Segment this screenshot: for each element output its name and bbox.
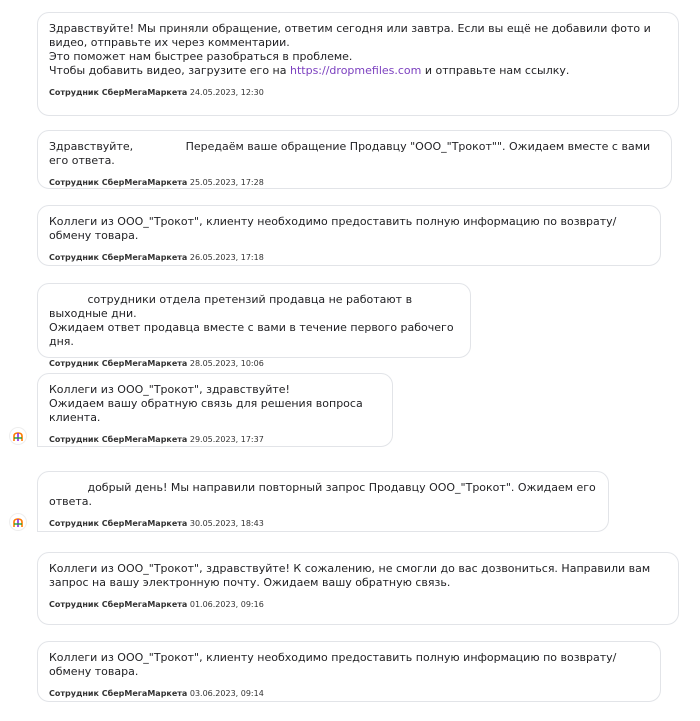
message-text: Здравствуйте, Передаём ваше обращение Продавцу "ООО_"Трокот"". Ожидаем вместе с вами его ответа. — [49, 140, 654, 167]
message-bubble — [37, 471, 609, 532]
message-text: сотрудники отдела претензий продавца не работают в выходные дни. Ожидаем ответ продавца вместе с вами в течение первого рабочего дня. — [49, 293, 454, 348]
message-meta — [49, 689, 650, 698]
author: Сотрудник СберМегаМаркета — [49, 88, 188, 97]
message-text-part: Здравствуйте! Мы приняли обращение, ответим сегодня или завтра. Если вы ещё не добавили фото и видео, отправьте их через комментарии. Это поможет нам быстрее разобраться в проблеме. Чтобы добавить видео, загрузите его на — [49, 22, 651, 77]
timestamp: 29.05.2023, 17:37 — [189, 435, 264, 444]
message-bubble — [37, 552, 679, 625]
timestamp: 28.05.2023, 10:06 — [189, 359, 264, 368]
sbermegamarket-avatar-icon — [9, 513, 27, 531]
author: Сотрудник СберМегаМаркета — [49, 519, 188, 528]
message-bubble — [37, 130, 672, 189]
timestamp: 30.05.2023, 18:43 — [189, 519, 264, 528]
message-meta — [49, 253, 650, 262]
timestamp: 01.06.2023, 09:16 — [189, 600, 264, 609]
message-bubble — [37, 283, 471, 368]
message-meta — [49, 178, 661, 187]
message-text: добрый день! Мы направили повторный запрос Продавцу ООО_"Трокот". Ожидаем его ответа. — [49, 481, 600, 508]
message-text: Коллеги из ООО_"Трокот", клиенту необходимо предоставить полную информацию по возврату/обмену товара. — [49, 215, 617, 242]
message-meta — [49, 88, 668, 97]
sbermegamarket-avatar-icon — [9, 427, 27, 445]
message-bubble — [37, 205, 661, 266]
message-meta — [49, 519, 598, 528]
message-text — [49, 22, 668, 78]
message-text: Коллеги из ООО_"Трокот", клиенту необходимо предоставить полную информацию по возврату/обмену товара. — [49, 651, 617, 678]
message-bubble — [37, 373, 393, 447]
author: Сотрудник СберМегаМаркета — [49, 689, 188, 698]
author: Сотрудник СберМегаМаркета — [49, 178, 188, 187]
message-text-part: и отправьте нам ссылку. — [421, 64, 570, 77]
dropmefiles-link[interactable]: https://dropmefiles.com — [290, 64, 422, 77]
author: Сотрудник СберМегаМаркета — [49, 600, 188, 609]
message-bubble — [37, 12, 679, 116]
author: Сотрудник СберМегаМаркета — [49, 435, 188, 444]
timestamp: 24.05.2023, 12:30 — [189, 88, 264, 97]
message-meta — [49, 435, 382, 444]
timestamp: 03.06.2023, 09:14 — [189, 689, 264, 698]
message-text: Коллеги из ООО_"Трокот", здравствуйте! Ожидаем вашу обратную связь для решения вопроса клиента. — [49, 383, 363, 424]
message-meta — [49, 600, 668, 609]
timestamp: 25.05.2023, 17:28 — [189, 178, 264, 187]
message-bubble — [37, 641, 661, 702]
author: Сотрудник СберМегаМаркета — [49, 253, 188, 262]
message-text: Коллеги из ООО_"Трокот", здравствуйте! К сожалению, не смогли до вас дозвониться. Направили вам запрос на вашу электронную почту. Ожидаем вашу обратную связь. — [49, 562, 654, 589]
message-meta — [49, 359, 460, 368]
timestamp: 26.05.2023, 17:18 — [189, 253, 264, 262]
author: Сотрудник СберМегаМаркета — [49, 359, 188, 368]
